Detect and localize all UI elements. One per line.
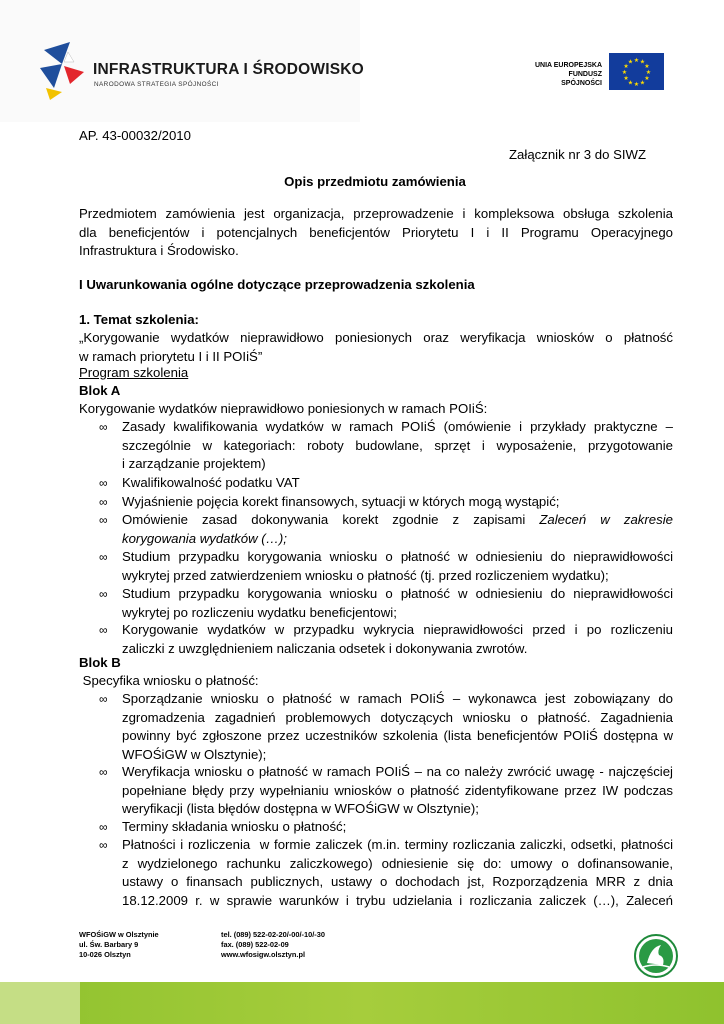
item-line: 18.12.2009 r. w sprawie warunków i trybu udzielania i rozliczania zaliczek (…), Zaleceń [122,892,673,908]
intro-paragraph [79,205,673,261]
svg-text:★: ★ [633,57,640,64]
bullet-icon: ∞ [99,476,108,490]
item-line: wykrytej po rozliczeniu wydatku beneficjentowi; [122,604,397,620]
svg-text:★: ★ [627,79,634,87]
infrastruktura-logo-icon [40,40,92,102]
bullet-icon: ∞ [99,550,108,564]
topic-line: w ramach priorytetu I i II POIiŚ” [79,348,263,364]
brand-title: INFRASTRUKTURA I ŚRODOWISKO [93,61,364,78]
intro-line: Przedmiotem zamówienia jest organizacja, przeprowadzenie i kompleksowa obsługa szkolenia [79,206,673,221]
bullet-icon: ∞ [99,513,108,527]
footer-line: tel. (089) 522-02-20/-00/-10/-30 [221,930,325,939]
item-line: Kwalifikowalność podatku VAT [122,475,300,490]
footer-contact [221,930,325,960]
svg-text:★: ★ [639,79,646,87]
item-line: Sporządzanie wniosku o płatność w ramach POIiŚ – wykonawca jest zobowiązany do [122,691,673,706]
intro-line: dla beneficjentów i potencjalnych beneficjentów Priorytetu I i II Programu Operacyjnego [79,224,673,240]
item-line: weryfikacji (lista błędów dostępna w WFOŚiGW w Olsztynie); [122,801,479,817]
topic-text [79,329,673,366]
footer-line: fax. (089) 522-02-09 [221,940,289,949]
item-italic: Zaleceń w zakresie [539,512,673,527]
blok-b-intro: Specyfika wniosku o płatność: [79,673,259,688]
svg-text:★: ★ [644,63,650,70]
document-title: Opis przedmiotu zamówienia [284,174,466,189]
svg-text:★: ★ [633,81,640,88]
eu-line-2: FUNDUSZ SPÓJNOŚCI [561,71,602,87]
svg-text:★: ★ [623,63,629,70]
svg-text:★: ★ [645,69,652,76]
blok-a-intro: Korygowanie wydatków nieprawidłowo poniesionych w ramach POIiŚ: [79,401,488,416]
bullet-icon: ∞ [99,692,108,706]
bullet-icon: ∞ [99,838,108,852]
footer-green-bar [0,982,724,1024]
bullet-icon: ∞ [99,587,108,601]
item-line: zaliczki z uwzględnieniem naliczania odsetek i dokonywania zwrotów. [122,640,528,656]
svg-text:★: ★ [644,75,650,82]
eu-flag [609,53,664,90]
section-heading: I Uwarunkowania ogólne dotyczące przeprowadzenia szkolenia [79,277,475,292]
item-text: Omówienie zasad dokonywania korekt zgodnie z zapisami [122,512,540,527]
topic-heading: 1. Temat szkolenia: [79,312,199,327]
svg-text:★: ★ [627,58,634,66]
blok-a-label: Blok A [79,383,121,398]
item-line: popełniane błędy przy wypełnianiu wniosków o płatność zidentyfikowane przez IW podczas [122,782,673,798]
intro-line: Infrastruktura i Środowisko. [79,243,239,259]
footer-line: 10-026 Olsztyn [79,950,131,959]
footer-line: ul. Św. Barbary 9 [79,940,139,949]
item-line: powinny być zgłoszone przez uczestników szkolenia (lista beneficjentów POIiŚ dostępna w [122,728,673,744]
reference-number: AP. 43-00032/2010 [79,128,191,143]
item-line: z wydzielonego rachunku zaliczkowego) odniesienie się do: umowy o dofinansowanie, [122,855,673,871]
item-line [122,511,673,530]
eu-label [528,61,602,88]
footer-address [79,930,159,960]
item-line: i zarządzanie projektem) [122,456,266,472]
item-line: Terminy składania wniosku o płatność; [122,819,347,834]
brand-subtitle: NARODOWA STRATEGIA SPÓJNOŚCI [94,81,219,88]
svg-text:★: ★ [623,75,629,82]
blok-b-label: Blok B [79,655,121,670]
item-line: Studium przypadku korygowania wniosku o płatność w odniesieniu do nieprawidłowości [122,549,673,564]
wfosigw-logo-icon [633,933,679,979]
footer-green-accent [0,982,80,1024]
item-line: ustawy o finansach publicznych, ustawy o dochodach jst, Rozporządzenia MRR z dnia [122,874,673,890]
item-line: Zasady kwalifikowania wydatków w ramach POIiŚ (omówienie i przykłady praktyczne – [122,419,673,434]
item-line: wykrytej przed zatwierdzeniem wniosku o płatność (tj. przed rozliczeniem wydatku); [122,567,609,583]
item-line: WFOŚiGW w Olsztynie); [122,746,267,762]
item-line: zgromadzenia zagadnień problemowych dotyczących wniosku o płatność. Zagadnienia [122,709,673,725]
topic-line: „Korygowanie wydatków nieprawidłowo poniesionych oraz weryfikacja wniosków o płatność [79,330,673,345]
bullet-icon: ∞ [99,820,108,834]
footer-link[interactable]: www.wfosigw.olsztyn.pl [221,950,306,959]
eu-stars-icon [609,53,664,90]
item-line: Studium przypadku korygowania wniosku o płatność w odniesieniu do nieprawidłowości [122,586,673,601]
footer-line: WFOŚiGW w Olsztynie [79,930,159,939]
item-line: Weryfikacja wniosku o płatność w ramach POIiŚ – na co należy zwrócić uwagę - najczęściej [122,764,673,779]
svg-text:★: ★ [639,58,646,66]
bullet-icon: ∞ [99,765,108,779]
item-line: Płatności i rozliczenia w formie zaliczek (m.in. terminy rozliczania zaliczki, odsetki, płatności [122,837,673,852]
bullet-icon: ∞ [99,495,108,509]
item-italic: korygowania wydatków (…); [122,530,287,546]
svg-text:★: ★ [621,69,628,76]
item-line: Korygowanie wydatków w przypadku wykrycia nieprawidłowości przed i po rozliczeniu [122,622,673,637]
program-label: Program szkolenia [79,365,189,380]
attachment-label: Załącznik nr 3 do SIWZ [509,147,647,162]
item-line: szczególnie w kategoriach: roboty budowlane, sprzęt i wyposażenie, przygotowanie [122,437,673,453]
bullet-icon: ∞ [99,623,108,637]
bullet-icon: ∞ [99,420,108,434]
item-line: Wyjaśnienie pojęcia korekt finansowych, sytuacji w których mogą wystąpić; [122,494,560,509]
eu-line-1: UNIA EUROPEJSKA [534,62,602,69]
